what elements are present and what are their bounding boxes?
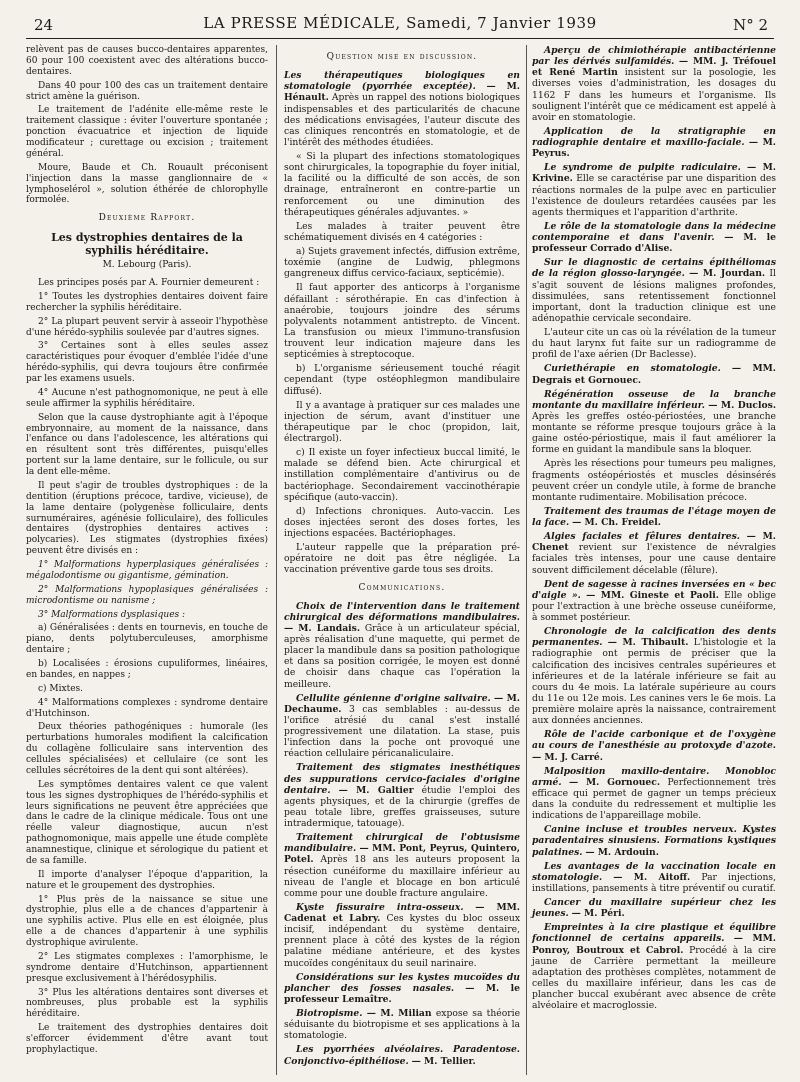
communication-body: Il s'agit souvent de lésions malignes profondes, dissimulées, sans retentissement fonctionnel important, dont la traduction clinique est une adénopathie cervicale secondaire. <box>532 268 776 324</box>
header-rule <box>26 38 774 39</box>
report-title: Les dystrophies dentaires de la syphilis héréditaire. <box>51 231 243 258</box>
communication-body: Après 18 ans les auteurs proposent la résection cunéiforme du maxillaire inférieur au niveau de l'angle et blocage en bon articulé comme pour une double fracture angulaire. <box>284 854 521 899</box>
communication-title: Le rôle de la stomatologie dans la médecine contemporaine et dans l'avenir. <box>532 220 776 243</box>
communication-author: — M. Jourdan. <box>689 268 766 280</box>
communication-author: — M. Gornouec. <box>569 776 661 788</box>
paragraph: Il peut s'agir de troubles dystrophiques : de la dentition (éruptions précoce, tardive, vicieuse), de la lame dentaire (polygenèse folliculaire, dents surnuméraires, agénésie folliculaire), des follicules dentaires (dystrophies dentaires actives : polycaries). Les stigmates (dystrophies fixées) peuvent être divisés en : <box>26 480 268 557</box>
paragraph: Le traitement de l'adénite elle-même reste le traitement classique : éviter l'ouverture spontanée ; ponction évacuatrice et injection de liquide modificateur ; curettage ou excision ; traitement général. <box>26 105 268 159</box>
communication-body: insistent sur la posologie, les diverses voies d'administration, les dosages du 1162 F dans les humeurs et l'organisme. Ils soulignent l'intérêt que ce médicament est appelé à avoir en stomatologie. <box>532 67 777 123</box>
communication-title: Cancer du maxillaire supérieur chez les jeunes. <box>532 897 776 920</box>
paragraph: 2° Les stigmates complexes : l'amorphisme, le syndrome dentaire d'Hutchinson, appartiennent presque exclusivement à l'hérédosyphilis. <box>26 951 268 984</box>
communication-title: Curiethérapie en stomatologie. <box>544 363 721 375</box>
communication-title: Algies faciales et fêlures dentaires. <box>544 531 741 543</box>
report-author: M. Lebourg (Paris). <box>102 260 192 271</box>
paragraph: 1° Malformations hyperplasiques généralisées : mégalodontisme ou gigantisme, gémination. <box>26 560 268 581</box>
communication-item <box>532 824 776 857</box>
communication-item <box>284 693 520 760</box>
communication-item <box>532 257 776 324</box>
communication-author: — MM. Pont, Peyrus, Quintero, Potel. <box>284 843 521 866</box>
communication-body: étudie l'emploi des agents physiques, et de la chirurgie (greffes de peau totale libre, greffes graisseuses, suture intradermique, tatouage). <box>284 784 521 829</box>
paragraph: a) Généralisées : dents en tournevis, en touche de piano, dents polytuberculeuses, amorphisme dentaire ; <box>26 623 268 656</box>
communication-author: — M. Duclos. <box>708 399 777 411</box>
paragraph: 2° Malformations hypoplasiques généralisées : microdontisme ou nanisme ; <box>26 584 268 606</box>
communication-body: L'histologie et la radiographie ont permis de préciser que la calcification des incisives centrales supérieures et inférieures et de la latérale inférieure se fait au cours du 4e mois. La latérale supérieure au cours du 11e ou 12e mois. Les canines vers le 6e mois. La première molaire après la naissance, contrairement aux données anciennes. <box>532 637 777 727</box>
paragraph: Deux théories pathogéniques : humorale (les perturbations humorales modifient la calcification du collagène folliculaire sans intervention des cellules spécialisées) et cellulaire (ce sont les cellules sécrétoires de la dent qui sont altérées). <box>26 722 268 776</box>
communication-author: — MM. Degrais et Gornouec. <box>532 363 776 386</box>
communication-item <box>532 897 776 919</box>
communication-body: Ces kystes du bloc osseux incisif, indépendant du système dentaire, prennent place à côté des kystes de la région palatine médiane antérieure, et des kystes mucoïdes congénitaux du seuil narinaire. <box>284 913 520 969</box>
question-title: Les thérapeutiques biologiques en stomatologie (pyorrhée exceptée). <box>284 70 520 93</box>
paragraph: « Si la plupart des infections stomatologiques sont chirurgicales, la topographie du foyer initial, la facilité ou la difficulté de son accès, de son drainage, entraîneront en contre-partie un renforcement ou une diminution des thérapeutiques générales adjuvantes. » <box>284 151 520 218</box>
masthead: LA PRESSE MÉDICALE, Samedi, 7 Janvier 1939 <box>203 14 597 32</box>
communication-title: Canine incluse et troubles nerveux. Kystes paradentaires sinusiens. Formations kystiques palatines. <box>532 824 776 858</box>
communication-item <box>284 762 520 829</box>
communication-author: — M. Ch. Freidel. <box>572 517 661 528</box>
communication-item <box>532 531 776 576</box>
communication-body: L'auteur cite un cas où la révélation de la tumeur du haut larynx fut faite sur un radiogramme de profil de l'axe aérien (Dr Baclesse). <box>532 327 776 361</box>
communication-author: — M. Ardouin. <box>585 846 659 858</box>
question-heading <box>284 70 520 148</box>
paragraph: Les symptômes dentaires valent ce que valent tous les signes dystrophiques de l'hérédo-syphilis et leurs significations ne peuvent être appréciées que dans le cadre de la clinique médicale. Tous ont une réelle valeur diagnostique, aucun n'est pathognomonique, mais appelle une étude complète anamnestique, clinique et sérologique du patient et de sa famille. <box>26 779 268 866</box>
communication-title: Malposition maxillo-dentaire. Monobloc armé. <box>532 765 776 788</box>
communication-item <box>532 327 776 360</box>
paragraph: Il y a avantage à pratiquer sur ces malades une injection de sérum, avant d'instituer une thérapeutique par le choc (propidon, lait, électrargol). <box>284 399 520 444</box>
paragraph: 4° Aucune n'est pathognomonique, ne peut à elle seule affirmer la syphilis héréditaire. <box>26 387 268 409</box>
issue-number: N° 2 <box>733 16 768 34</box>
paragraph: Moure, Baude et Ch. Rouault préconisent l'injection dans la masse ganglionnaire de « lymphoselérol », solution éthérée de chlorophylle formolée. <box>26 162 268 206</box>
communication-title: Les avantages de la vaccination locale en stomatologie. <box>532 860 776 883</box>
column-2 <box>284 45 520 1070</box>
communication-author: — M. Krivine. <box>532 162 776 185</box>
communication-title: Le syndrome de pulpite radiculaire. <box>544 162 741 174</box>
communication-item <box>532 458 776 503</box>
paragraph: 2° La plupart peuvent servir à asseoir l'hypothèse d'une hérédo-syphilis soulevée par d'autres signes. <box>26 316 268 338</box>
paragraph: 4° Malformations complexes : syndrome dentaire d'Hutchinson. <box>26 697 268 719</box>
column-3 <box>532 45 776 1014</box>
communication-author: — M. Péri. <box>571 908 625 920</box>
paragraph: 1° Plus près de la naissance se situe une dystrophie, plus elle a de chances d'appartenir à une syphilis active. Plus elle en est éloignée, plus elle a de chances d'appartenir à une syphilis dystrophique avirulente. <box>26 894 268 948</box>
column-1 <box>26 45 268 1059</box>
communication-body: Après les greffes ostéo-périostées, une branche montante se réforme presque toujours grâce à la gaine ostéo-périostique, mais il faut améliorer la forme en guidant la mandibule sans la bloquer. <box>532 410 776 456</box>
communication-title: Aperçu de chimiothérapie antibactérienne par les dérivés sulfamidés. <box>532 45 776 68</box>
communication-body: Elle se caractérise par une disparition des réactions normales de la pulpe avec en particulier l'existence de douleurs retardées causées par les agents thermiques et l'apparition d'arthrite. <box>532 173 776 218</box>
communication-title: Application de la stratigraphie en radiographie dentaire et maxillo-faciale. <box>532 125 776 148</box>
section-heading: Communications. <box>358 582 446 593</box>
communication-author: — M. le professeur Corrado d'Alise. <box>532 232 777 255</box>
section-heading: Question mise en discussion. <box>326 52 478 62</box>
paragraph: c) Mixtes. <box>38 683 84 694</box>
communication-author: — M. Landais. <box>284 622 361 634</box>
communication-item <box>532 579 776 624</box>
communication-item <box>532 389 776 456</box>
communication-author: — MM. Cadenat et Labry. <box>284 901 520 924</box>
paragraph: b) L'organisme sérieusement touché réagit cependant (type ostéophlegmon mandibulaire diffusé). <box>284 363 520 397</box>
paragraph: b) Localisées : érosions cupuliformes, linéaires, en bandes, en nappes ; <box>26 659 268 680</box>
communication-item <box>284 972 520 1005</box>
communication-title: Cellulite génienne d'origine salivaire. <box>296 692 491 704</box>
communication-title: Traitement des stigmates inesthétiques des suppurations cervico-faciales d'origine dentaire. <box>284 762 520 796</box>
communication-item <box>532 45 776 123</box>
column-divider <box>276 45 277 1075</box>
communication-body: Procédé à la cire jaune de Carrière permettant la meilleure adaptation des prothèses complètes, notamment de celles du maxillaire inférieur, dans les cas de plancher buccal exubérant avec absence de crête alvéolaire et macroglossie. <box>532 944 777 1012</box>
page-header <box>22 14 778 38</box>
communication-author: — M. Tellier. <box>411 1055 476 1067</box>
communication-author: — M. Peyrus. <box>532 137 776 160</box>
communication-title: Les pyorrhées alvéolaires. Paradentose. Conjonctivo-épithéliose. <box>284 1044 520 1067</box>
paragraph: Il faut apporter des anticorps à l'organisme défaillant : sérothérapie. En cas d'infection à anaérobie, toujours joindre des sérums polyvalents notamment antistrepto. de Vincent. La transfusion ou mieux l'immuno-transfusion trouvent leur indication majeure dans les septicémies à streptocoque. <box>284 282 520 361</box>
communication-item <box>532 922 776 1011</box>
communication-item <box>284 902 520 969</box>
paragraph: 3° Certaines sont à elles seules assez caractéristiques pour évoquer d'emblée l'idée d'une hérédo-syphilis, qui devra toujours être confirmée par les examens usuels. <box>26 341 268 384</box>
communications-list <box>284 601 520 1067</box>
communication-author: — MM. J. Tréfouel et René Martin <box>532 56 776 79</box>
communications-list <box>532 45 776 1011</box>
communication-item <box>284 601 520 690</box>
communication-title: Sur le diagnostic de certains épithéliomas de la région glosso-laryngée. <box>532 257 776 280</box>
communication-body: 3 cas semblables : au-dessus de l'orifice atrésié du canal s'est installé progressivement une dilatation. La stase, puis l'infection dans la poche ont provoqué une réaction cellulaire péricanaliculaire. <box>284 703 520 760</box>
communication-title: Considérations sur les kystes mucoïdes du plancher des fosses nasales. <box>284 971 520 994</box>
paragraph: Le traitement des dystrophies dentaires doit s'efforcer évidemment d'être avant tout prophylactique. <box>26 1023 268 1055</box>
communication-author: — M. Aitoff. <box>613 871 691 883</box>
paragraph: L'auteur rappelle que la préparation pré-opératoire ne doit pas être négligée. La vaccination préventive garde tous ses droits. <box>284 542 520 576</box>
communication-body: Après les résections pour tumeurs peu malignes, fragments ostéopériostés et muscles désinsérés peuvent créer un condyle utile, à forme de branche montante rudimentaire. Mobilisation précoce. <box>532 458 776 503</box>
communication-item <box>284 832 520 899</box>
communication-body: Perfectionnement très efficace qui permet de gagner un temps précieux dans la conduite du redressement et multiplie les indications de l'appareillage mobile. <box>532 776 777 822</box>
communication-title: Choix de l'intervention dans le traitement chirurgical des déformations mandibulaires. <box>284 600 520 623</box>
communication-author: — M. le professeur Lemaître. <box>284 982 521 1005</box>
column-divider <box>526 45 527 1075</box>
communication-title: Rôle de l'acide carbonique et de l'oxygène au cours de l'anesthésie au protoxyde d'azote. <box>532 729 776 752</box>
communication-item <box>532 626 776 726</box>
communication-title: Kyste fissuraire intra-osseux. <box>296 901 464 913</box>
communication-author: — M. Dechaume. <box>284 692 520 715</box>
paragraph: Les malades à traiter peuvent être schématiquement divisés en 4 catégories : <box>284 220 520 243</box>
paragraph: Selon que la cause dystrophiante agit à l'époque embryonnaire, au moment de la naissance, dans l'enfance ou dans l'adolescence, les altérations qui en résultent sont très différentes, puisqu'elles portent sur la lame dentaire, sur le follicule, ou sur la dent elle-même. <box>26 412 268 477</box>
question-author: — M. Hénault. <box>284 81 521 104</box>
communication-author: — M. Milian <box>366 1008 432 1019</box>
communication-author: — MM. Gineste et Paoli. <box>586 589 719 601</box>
communication-item <box>284 1044 520 1066</box>
paragraph: d) Infections chroniques. Auto-vaccin. Les doses injectées seront des doses fortes, les injections espacées. Bactériophages. <box>284 505 520 539</box>
communication-author: — M. J. Carré. <box>532 751 603 763</box>
communication-body: expose sa théorie séduisante du biotropisme et ses applications à la stomatologie. <box>284 1008 521 1042</box>
paragraph: 3° Malformations dysplasiques : <box>38 609 186 620</box>
communication-author: — M. Thibault. <box>607 637 689 649</box>
communication-body: Grâce à un articulateur spécial, après réalisation d'une maquette, qui permet de placer la mandibule dans sa position pathologique et dans sa position corrigée, le moyen est donné de choisir dans chaque cas l'opération la meilleure. <box>284 622 520 690</box>
communication-item <box>532 221 776 254</box>
communication-body: Elle oblige pour l'extraction à une brèche osseuse cunéiforme, à sommet postérieur. <box>532 589 776 623</box>
section-heading: Deuxième Rapport. <box>98 213 196 224</box>
communication-item <box>284 1008 520 1041</box>
paragraph: relèvent pas de causes bucco-dentaires apparentes, 60 pour 100 coexistent avec des altérations bucco-dentaires. <box>26 45 268 77</box>
communication-author: — M. Chenet <box>532 531 776 554</box>
paragraph: c) Il existe un foyer infectieux buccal limité, le malade se défend bien. Acte chirurgical et instillation complémentaire d'antivirus ou de bactériophage. Secondairement vaccinothérapie spécifique (auto-vaccin). <box>284 447 520 503</box>
paragraph: Il importe d'analyser l'époque d'apparition, la nature et le groupement des dystrophies. <box>26 869 268 891</box>
communication-title: Chronologie de la calcification des dents permanentes. <box>532 626 776 649</box>
communication-item <box>532 363 776 385</box>
communication-body: Par injections, instillations, pansements à titre préventif ou curatif. <box>532 871 777 894</box>
paragraph: 3° Plus les altérations dentaires sont diverses et nombreuses, plus probable est la syphilis héréditaire. <box>26 987 268 1020</box>
communication-title: Dent de sagesse à racines inversées en « bec d'aigle ». <box>532 578 776 601</box>
communication-item <box>532 766 776 822</box>
communication-item <box>532 126 776 159</box>
communication-title: Traitement chirurgical de l'obtusisme mandibulaire. <box>284 832 520 855</box>
paragraph: Dans 40 pour 100 des cas un traitement dentaire strict amène la guérison. <box>26 80 268 102</box>
communication-title: Empreintes à la cire plastique et équilibre fonctionnel de certains appareils. <box>532 922 776 945</box>
communication-title: Biotropisme. <box>296 1008 363 1019</box>
question-lead: Après un rappel des notions biologiques indispensables et des particularités de chacune des médications envisagées, l'auteur discute des cas cliniques rencontrés en stomatologie, et de l'intérêt des méthodes étudiées. <box>284 92 520 148</box>
communication-body: revient sur l'existence de névralgies faciales très intenses, pour une cause dentaire souvent difficilement décelable (fêlure). <box>532 542 777 576</box>
communication-item <box>532 506 776 528</box>
paragraph: 1° Toutes les dystrophies dentaires doivent faire rechercher la syphilis héréditaire. <box>26 291 268 313</box>
communication-author: — M. Galtier <box>338 784 414 796</box>
communication-item <box>532 729 776 762</box>
communication-title: Régénération osseuse de la branche montante du maxillaire inférieur. <box>532 388 776 411</box>
paragraph: a) Sujets gravement infectés, diffusion extrême, toxémie (angine de Ludwig, phlegmons gangreneux diffus cervico-faciaux, septicémie). <box>284 246 520 280</box>
communication-author: — MM. Ponroy, Boutroux et Cabrol. <box>532 933 776 956</box>
communication-title: Traitement des traumas de l'étage moyen de la face. <box>532 505 776 528</box>
page-number: 24 <box>34 16 54 34</box>
paragraph: Les principes posés par A. Fournier demeurent : <box>38 278 260 288</box>
communication-item <box>532 162 776 218</box>
communication-item <box>532 861 776 894</box>
